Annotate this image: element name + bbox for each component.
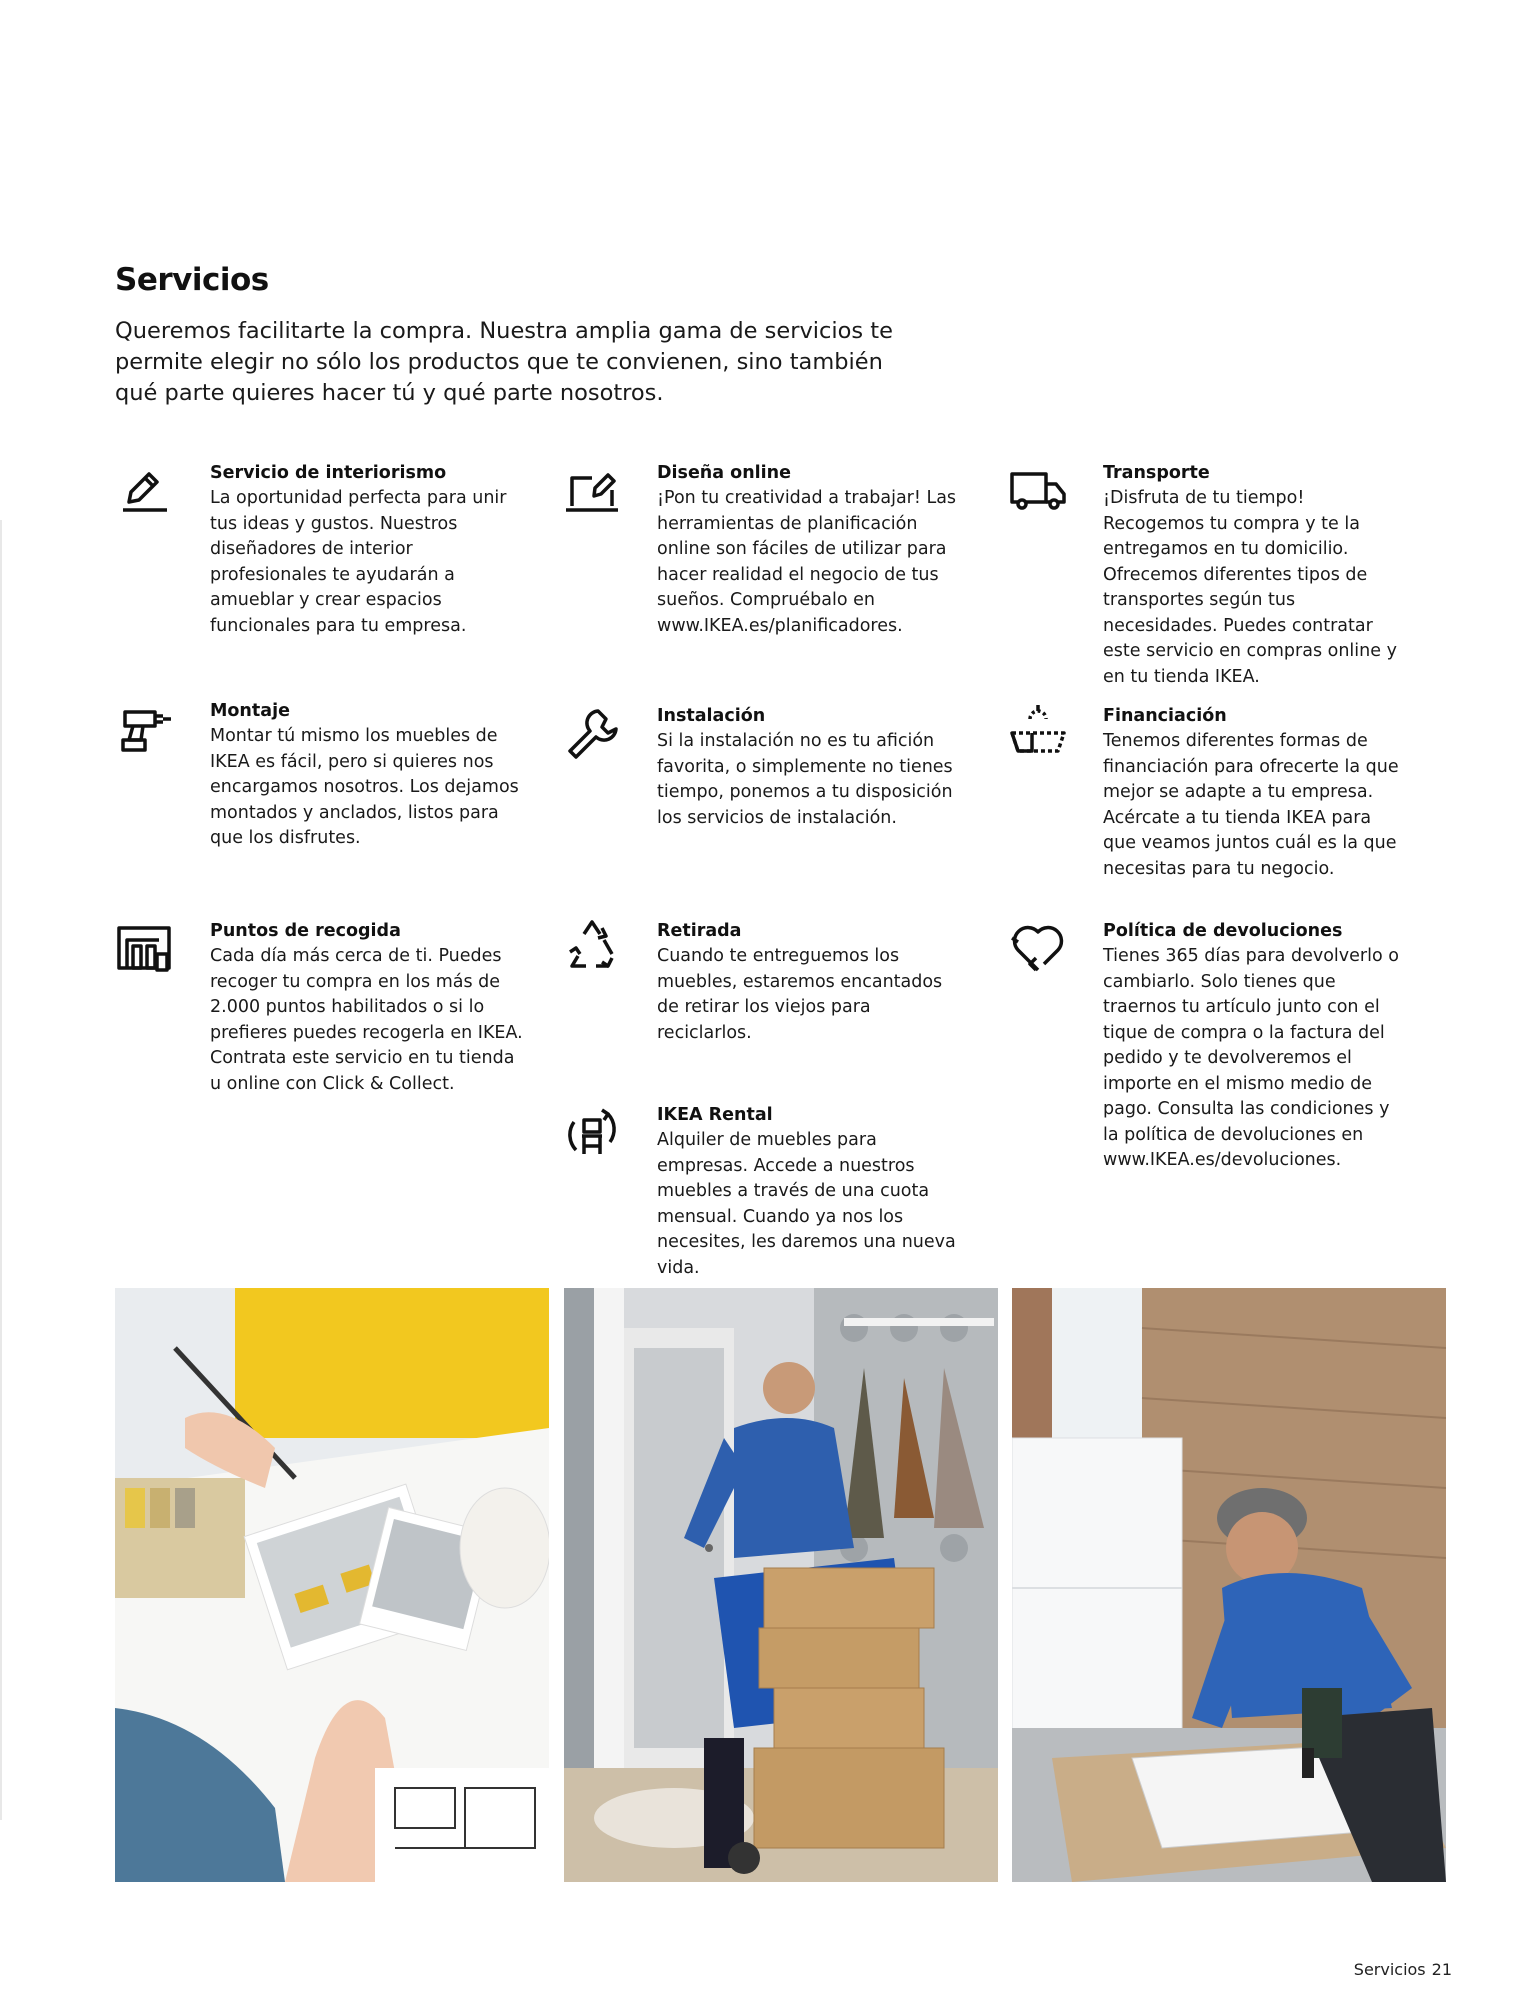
truck-icon xyxy=(1008,460,1068,520)
service-text: ¡Disfruta de tu tiempo! Recogemos tu compra y te la entregamos en tu domicilio. Ofrecemos diferentes tipos de transportes según tus necesidades. Puedes contratar este servicio en compras online y en tu tienda IKEA. xyxy=(1103,488,1397,687)
laptop-edit-icon xyxy=(562,460,622,520)
rental-chair-icon xyxy=(562,1102,622,1162)
service-text: ¡Pon tu creatividad a trabajar! Las herramientas de planificación online son fáciles de utilizar para hacer realidad el negocio de tus sueños. Compruébalo en www.IKEA.es/planificadores. xyxy=(657,488,957,636)
intro-text: Queremos facilitarte la compra. Nuestra amplia gama de servicios te permite elegir no sólo los productos que te convienen, sino también qué parte quieres hacer tú y qué parte nosotros. xyxy=(115,318,893,406)
wrench-icon xyxy=(562,703,622,763)
service-title: Puntos de recogida xyxy=(210,921,401,941)
service-text: Tienes 365 días para devolverlo o cambiarlo. Solo tienes que traernos tu artículo junto con el tique de compra o la factura del pedido y te devolveremos el importe en el mismo medio de pago. Consulta las condiciones y la política de devoluciones en www.IKEA.es/devoluciones. xyxy=(1103,946,1399,1170)
service-retirada xyxy=(657,918,967,1046)
service-disena-online xyxy=(657,460,957,639)
service-ikea-rental xyxy=(657,1102,967,1281)
service-financiacion xyxy=(1103,703,1408,882)
service-text: Cuando te entreguemos los muebles, estaremos encantados de retirar los viejos para reciclarlos. xyxy=(657,946,943,1043)
page-edge-mark xyxy=(0,520,2,1820)
service-title: Instalación xyxy=(657,706,766,726)
service-text: La oportunidad perfecta para unir tus ideas y gustos. Nuestros diseñadores de interior profesionales te ayudarán a amueblar y crear espacios funcionales para tu empresa. xyxy=(210,488,507,636)
service-title: Diseña online xyxy=(657,463,791,483)
service-title: Montaje xyxy=(210,701,290,721)
service-title: Política de devoluciones xyxy=(1103,921,1343,941)
pencil-icon xyxy=(115,460,175,520)
page-footer xyxy=(1348,1960,1452,1979)
service-devoluciones xyxy=(1103,918,1403,1174)
service-title: Transporte xyxy=(1103,463,1210,483)
photo-interior-design xyxy=(115,1288,549,1882)
footer-section: Servicios xyxy=(1353,1960,1426,1979)
photo-assembly xyxy=(1012,1288,1446,1882)
service-text: Tenemos diferentes formas de financiación para ofrecerte la que mejor se adapte a tu empresa. Acércate a tu tienda IKEA para que veamos juntos cuál es la que necesitas para tu negocio. xyxy=(1103,731,1399,879)
service-title: Financiación xyxy=(1103,706,1227,726)
service-text: Montar tú mismo los muebles de IKEA es fácil, pero si quieres nos encargamos nosotros. Los dejamos montados y anclados, listos para que los disfrutes. xyxy=(210,726,519,848)
recycle-icon xyxy=(562,918,622,978)
pickup-point-icon xyxy=(115,918,175,978)
heart-return-icon xyxy=(1008,918,1068,978)
drill-icon xyxy=(115,698,175,758)
service-text: Alquiler de muebles para empresas. Accede a nuestros muebles a través de una cuota mensual. Cuando ya nos los necesites, les daremos una nueva vida. xyxy=(657,1130,956,1278)
service-title: Retirada xyxy=(657,921,742,941)
photo-delivery xyxy=(564,1288,998,1882)
page-title: Servicios xyxy=(115,262,269,298)
page-number: 21 xyxy=(1431,1960,1452,1979)
service-transporte xyxy=(1103,460,1408,690)
service-montaje xyxy=(210,698,530,852)
service-interiorismo xyxy=(210,460,530,639)
service-title: Servicio de interiorismo xyxy=(210,463,447,483)
financing-basket-icon xyxy=(1008,703,1068,763)
service-puntos-recogida xyxy=(210,918,530,1097)
service-instalacion xyxy=(657,703,957,831)
service-title: IKEA Rental xyxy=(657,1105,773,1125)
service-text: Si la instalación no es tu afición favorita, o simplemente no tienes tiempo, ponemos a tu disposición los servicios de instalación. xyxy=(657,731,953,828)
service-text: Cada día más cerca de ti. Puedes recoger tu compra en los más de 2.000 puntos habilitados o si lo prefieres puedes recogerla en IKEA. Contrata este servicio en tu tienda u online con Click & Collect. xyxy=(210,946,523,1094)
